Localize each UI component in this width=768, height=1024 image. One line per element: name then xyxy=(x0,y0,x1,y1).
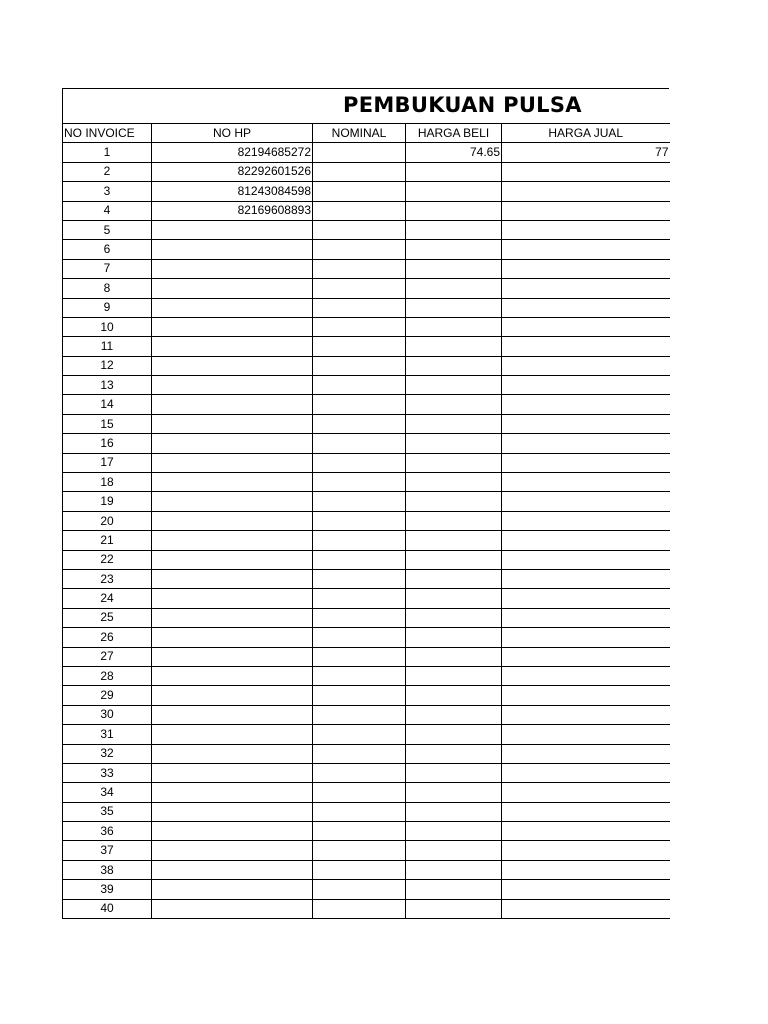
cell-harga-jual[interactable] xyxy=(502,511,670,530)
cell-harga-beli[interactable] xyxy=(406,860,502,879)
cell-no-hp[interactable] xyxy=(152,511,313,530)
cell-harga-beli[interactable] xyxy=(406,822,502,841)
cell-no-invoice[interactable]: 33 xyxy=(63,763,152,782)
cell-harga-jual[interactable] xyxy=(502,744,670,763)
cell-no-hp[interactable] xyxy=(152,240,313,259)
table-row xyxy=(63,162,670,181)
cell-nominal[interactable] xyxy=(313,473,406,492)
cell-harga-jual[interactable] xyxy=(502,337,670,356)
cell-no-hp[interactable] xyxy=(152,376,313,395)
cell-harga-beli[interactable] xyxy=(406,182,502,201)
cell-harga-beli[interactable] xyxy=(406,453,502,472)
cell-no-hp[interactable] xyxy=(152,589,313,608)
cell-no-hp[interactable] xyxy=(152,414,313,433)
table-row xyxy=(63,569,670,588)
cell-no-invoice[interactable]: 10 xyxy=(63,317,152,336)
cell-no-hp[interactable] xyxy=(152,492,313,511)
cell-nominal[interactable] xyxy=(313,802,406,821)
cell-harga-beli[interactable]: 74.65 xyxy=(406,143,502,162)
cell-harga-beli[interactable] xyxy=(406,337,502,356)
cell-harga-beli[interactable] xyxy=(406,608,502,627)
cell-harga-beli[interactable] xyxy=(406,725,502,744)
cell-harga-beli[interactable] xyxy=(406,899,502,918)
table-row xyxy=(63,550,670,569)
cell-harga-beli[interactable] xyxy=(406,569,502,588)
table-row xyxy=(63,531,670,550)
cell-no-invoice[interactable]: 8 xyxy=(63,279,152,298)
cell-harga-beli[interactable] xyxy=(406,201,502,220)
cell-harga-beli[interactable] xyxy=(406,589,502,608)
cell-nominal[interactable] xyxy=(313,666,406,685)
table-row xyxy=(63,453,670,472)
cell-no-invoice[interactable]: 32 xyxy=(63,744,152,763)
cell-no-invoice[interactable]: 21 xyxy=(63,531,152,550)
cell-no-invoice[interactable]: 12 xyxy=(63,356,152,375)
table-row xyxy=(63,492,670,511)
cell-nominal[interactable] xyxy=(313,822,406,841)
cell-no-invoice[interactable]: 9 xyxy=(63,298,152,317)
cell-nominal[interactable] xyxy=(313,705,406,724)
cell-no-invoice[interactable]: 6 xyxy=(63,240,152,259)
cell-harga-beli[interactable] xyxy=(406,686,502,705)
cell-nominal[interactable] xyxy=(313,880,406,899)
table-row xyxy=(63,647,670,666)
cell-no-hp[interactable] xyxy=(152,337,313,356)
cell-no-invoice[interactable]: 37 xyxy=(63,841,152,860)
table-body xyxy=(63,143,670,919)
cell-harga-beli[interactable] xyxy=(406,763,502,782)
table-row xyxy=(63,201,670,220)
cell-no-invoice[interactable]: 20 xyxy=(63,511,152,530)
table-row xyxy=(63,899,670,918)
cell-nominal[interactable] xyxy=(313,434,406,453)
cell-harga-beli[interactable] xyxy=(406,744,502,763)
cell-no-hp[interactable] xyxy=(152,569,313,588)
table-row xyxy=(63,608,670,627)
cell-harga-jual[interactable] xyxy=(502,725,670,744)
table-row xyxy=(63,511,670,530)
cell-no-hp[interactable]: 82292601526 xyxy=(152,162,313,181)
cell-no-invoice[interactable]: 14 xyxy=(63,395,152,414)
cell-harga-jual[interactable] xyxy=(502,317,670,336)
cell-harga-jual[interactable] xyxy=(502,376,670,395)
cell-no-invoice[interactable]: 31 xyxy=(63,725,152,744)
cell-no-invoice[interactable]: 3 xyxy=(63,182,152,201)
cell-no-invoice[interactable]: 39 xyxy=(63,880,152,899)
table-row xyxy=(63,434,670,453)
table-row xyxy=(63,744,670,763)
cell-no-invoice[interactable]: 22 xyxy=(63,550,152,569)
cell-no-invoice[interactable]: 34 xyxy=(63,783,152,802)
table-row xyxy=(63,356,670,375)
cell-harga-jual[interactable] xyxy=(502,899,670,918)
cell-harga-beli[interactable] xyxy=(406,802,502,821)
header-harga-jual: HARGA JUAL xyxy=(502,124,670,143)
cell-no-invoice[interactable]: 19 xyxy=(63,492,152,511)
cell-nominal[interactable] xyxy=(313,550,406,569)
cell-no-invoice[interactable]: 2 xyxy=(63,162,152,181)
table-row xyxy=(63,725,670,744)
cell-nominal[interactable] xyxy=(313,783,406,802)
cell-no-invoice[interactable]: 38 xyxy=(63,860,152,879)
table-row xyxy=(63,279,670,298)
table-row xyxy=(63,763,670,782)
cell-no-invoice[interactable]: 11 xyxy=(63,337,152,356)
cell-nominal[interactable] xyxy=(313,395,406,414)
cell-no-hp[interactable] xyxy=(152,705,313,724)
table-row xyxy=(63,143,670,162)
cell-no-hp[interactable]: 82194685272 xyxy=(152,143,313,162)
cell-harga-jual[interactable] xyxy=(502,569,670,588)
cell-harga-jual[interactable] xyxy=(502,414,670,433)
table-row xyxy=(63,376,670,395)
cell-no-hp[interactable] xyxy=(152,899,313,918)
cell-harga-jual[interactable] xyxy=(502,531,670,550)
cell-harga-jual[interactable] xyxy=(502,220,670,239)
cell-no-invoice[interactable]: 30 xyxy=(63,705,152,724)
cell-harga-beli[interactable] xyxy=(406,298,502,317)
cell-harga-beli[interactable] xyxy=(406,240,502,259)
cell-no-invoice[interactable]: 40 xyxy=(63,899,152,918)
table-row xyxy=(63,783,670,802)
table-row xyxy=(63,240,670,259)
cell-nominal[interactable] xyxy=(313,899,406,918)
header-nominal: NOMINAL xyxy=(313,124,406,143)
cell-nominal[interactable] xyxy=(313,569,406,588)
cell-no-hp[interactable] xyxy=(152,744,313,763)
cell-harga-jual[interactable] xyxy=(502,822,670,841)
cell-no-hp[interactable] xyxy=(152,880,313,899)
table-row xyxy=(63,220,670,239)
cell-no-invoice[interactable]: 29 xyxy=(63,686,152,705)
cell-harga-jual[interactable] xyxy=(502,589,670,608)
cell-no-hp[interactable] xyxy=(152,473,313,492)
cell-harga-jual[interactable] xyxy=(502,647,670,666)
cell-nominal[interactable] xyxy=(313,725,406,744)
cell-no-invoice[interactable]: 13 xyxy=(63,376,152,395)
cell-nominal[interactable] xyxy=(313,182,406,201)
cell-harga-beli[interactable] xyxy=(406,880,502,899)
cell-harga-beli[interactable] xyxy=(406,628,502,647)
cell-no-hp[interactable] xyxy=(152,822,313,841)
table-row xyxy=(63,259,670,278)
cell-harga-jual[interactable] xyxy=(502,783,670,802)
cell-harga-jual[interactable] xyxy=(502,279,670,298)
cell-no-invoice[interactable]: 28 xyxy=(63,666,152,685)
header-no-hp: NO HP xyxy=(152,124,313,143)
cell-harga-beli[interactable] xyxy=(406,783,502,802)
table-row xyxy=(63,298,670,317)
cell-harga-beli[interactable] xyxy=(406,434,502,453)
cell-no-invoice[interactable]: 15 xyxy=(63,414,152,433)
cell-harga-beli[interactable] xyxy=(406,511,502,530)
cell-no-hp[interactable] xyxy=(152,395,313,414)
cell-nominal[interactable] xyxy=(313,589,406,608)
cell-no-invoice[interactable]: 16 xyxy=(63,434,152,453)
cell-no-invoice[interactable]: 7 xyxy=(63,259,152,278)
cell-harga-jual[interactable] xyxy=(502,880,670,899)
cell-no-invoice[interactable]: 36 xyxy=(63,822,152,841)
table-row xyxy=(63,860,670,879)
table-row xyxy=(63,666,670,685)
cell-no-hp[interactable] xyxy=(152,628,313,647)
cell-nominal[interactable] xyxy=(313,162,406,181)
cell-harga-jual[interactable] xyxy=(502,162,670,181)
sheet-title: PEMBUKUAN PULSA xyxy=(343,93,582,117)
cell-no-hp[interactable] xyxy=(152,783,313,802)
cell-no-invoice[interactable]: 26 xyxy=(63,628,152,647)
cell-harga-beli[interactable] xyxy=(406,492,502,511)
cell-nominal[interactable] xyxy=(313,317,406,336)
table-row xyxy=(63,473,670,492)
cell-no-invoice[interactable]: 17 xyxy=(63,453,152,472)
cell-nominal[interactable] xyxy=(313,240,406,259)
cell-no-hp[interactable] xyxy=(152,259,313,278)
cell-nominal[interactable] xyxy=(313,220,406,239)
cell-nominal[interactable] xyxy=(313,298,406,317)
header-no-invoice: NO INVOICE xyxy=(63,124,152,143)
cell-no-invoice[interactable]: 5 xyxy=(63,220,152,239)
cell-harga-jual[interactable] xyxy=(502,492,670,511)
cell-no-hp[interactable] xyxy=(152,860,313,879)
cell-harga-beli[interactable] xyxy=(406,550,502,569)
cell-harga-beli[interactable] xyxy=(406,259,502,278)
cell-nominal[interactable] xyxy=(313,201,406,220)
cell-nominal[interactable] xyxy=(313,414,406,433)
cell-harga-jual[interactable] xyxy=(502,628,670,647)
table-row xyxy=(63,802,670,821)
cell-no-hp[interactable] xyxy=(152,666,313,685)
cell-harga-beli[interactable] xyxy=(406,666,502,685)
cell-harga-beli[interactable] xyxy=(406,531,502,550)
cell-no-invoice[interactable]: 4 xyxy=(63,201,152,220)
cell-nominal[interactable] xyxy=(313,453,406,472)
cell-no-hp[interactable] xyxy=(152,279,313,298)
cell-no-hp[interactable] xyxy=(152,550,313,569)
cell-no-hp[interactable] xyxy=(152,220,313,239)
cell-harga-beli[interactable] xyxy=(406,473,502,492)
cell-no-hp[interactable] xyxy=(152,317,313,336)
cell-no-hp[interactable] xyxy=(152,841,313,860)
cell-harga-beli[interactable] xyxy=(406,414,502,433)
cell-harga-beli[interactable] xyxy=(406,317,502,336)
cell-no-invoice[interactable]: 27 xyxy=(63,647,152,666)
cell-no-hp[interactable] xyxy=(152,298,313,317)
cell-no-hp[interactable] xyxy=(152,763,313,782)
cell-no-invoice[interactable]: 35 xyxy=(63,802,152,821)
cell-harga-jual[interactable] xyxy=(502,686,670,705)
cell-nominal[interactable] xyxy=(313,337,406,356)
cell-harga-jual[interactable]: 77 xyxy=(502,143,670,162)
cell-harga-beli[interactable] xyxy=(406,647,502,666)
cell-no-hp[interactable] xyxy=(152,453,313,472)
cell-nominal[interactable] xyxy=(313,860,406,879)
table-row xyxy=(63,182,670,201)
cell-harga-jual[interactable] xyxy=(502,666,670,685)
title-row xyxy=(62,88,669,123)
cell-no-hp[interactable] xyxy=(152,802,313,821)
table-row xyxy=(63,589,670,608)
cell-no-hp[interactable] xyxy=(152,531,313,550)
cell-nominal[interactable] xyxy=(313,531,406,550)
table-row xyxy=(63,395,670,414)
cell-no-invoice[interactable]: 23 xyxy=(63,569,152,588)
table-row xyxy=(63,705,670,724)
cell-nominal[interactable] xyxy=(313,686,406,705)
table-row xyxy=(63,414,670,433)
table-row xyxy=(63,822,670,841)
table-row xyxy=(63,841,670,860)
cell-harga-beli[interactable] xyxy=(406,395,502,414)
header-row xyxy=(63,124,670,143)
cell-nominal[interactable] xyxy=(313,647,406,666)
cell-no-hp[interactable] xyxy=(152,434,313,453)
cell-harga-jual[interactable] xyxy=(502,240,670,259)
cell-nominal[interactable] xyxy=(313,376,406,395)
cell-harga-beli[interactable] xyxy=(406,220,502,239)
spreadsheet xyxy=(62,88,669,919)
cell-no-hp[interactable] xyxy=(152,356,313,375)
cell-nominal[interactable] xyxy=(313,763,406,782)
cell-no-hp[interactable]: 82169608893 xyxy=(152,201,313,220)
cell-harga-beli[interactable] xyxy=(406,376,502,395)
table-row xyxy=(63,686,670,705)
cell-nominal[interactable] xyxy=(313,608,406,627)
cell-harga-jual[interactable] xyxy=(502,608,670,627)
cell-nominal[interactable] xyxy=(313,841,406,860)
cell-harga-jual[interactable] xyxy=(502,434,670,453)
cell-nominal[interactable] xyxy=(313,279,406,298)
cell-harga-jual[interactable] xyxy=(502,763,670,782)
cell-no-hp[interactable] xyxy=(152,647,313,666)
ledger-table xyxy=(62,123,670,919)
table-row xyxy=(63,628,670,647)
cell-no-invoice[interactable]: 24 xyxy=(63,589,152,608)
cell-harga-jual[interactable] xyxy=(502,473,670,492)
cell-harga-beli[interactable] xyxy=(406,705,502,724)
cell-harga-jual[interactable] xyxy=(502,395,670,414)
cell-no-hp[interactable] xyxy=(152,686,313,705)
cell-harga-beli[interactable] xyxy=(406,162,502,181)
header-harga-beli: HARGA BELI xyxy=(406,124,502,143)
cell-no-invoice[interactable]: 18 xyxy=(63,473,152,492)
cell-no-invoice[interactable]: 1 xyxy=(63,143,152,162)
cell-harga-jual[interactable] xyxy=(502,182,670,201)
cell-harga-jual[interactable] xyxy=(502,802,670,821)
cell-harga-jual[interactable] xyxy=(502,298,670,317)
cell-harga-jual[interactable] xyxy=(502,259,670,278)
cell-harga-jual[interactable] xyxy=(502,705,670,724)
cell-nominal[interactable] xyxy=(313,259,406,278)
cell-nominal[interactable] xyxy=(313,492,406,511)
cell-no-invoice[interactable]: 25 xyxy=(63,608,152,627)
cell-harga-beli[interactable] xyxy=(406,279,502,298)
cell-no-hp[interactable] xyxy=(152,725,313,744)
cell-nominal[interactable] xyxy=(313,356,406,375)
table-row xyxy=(63,880,670,899)
table-row xyxy=(63,337,670,356)
cell-harga-jual[interactable] xyxy=(502,356,670,375)
cell-no-hp[interactable] xyxy=(152,608,313,627)
cell-nominal[interactable] xyxy=(313,628,406,647)
cell-harga-jual[interactable] xyxy=(502,453,670,472)
cell-nominal[interactable] xyxy=(313,143,406,162)
cell-nominal[interactable] xyxy=(313,744,406,763)
cell-no-hp[interactable]: 81243084598 xyxy=(152,182,313,201)
cell-harga-jual[interactable] xyxy=(502,201,670,220)
cell-harga-jual[interactable] xyxy=(502,550,670,569)
cell-harga-jual[interactable] xyxy=(502,841,670,860)
cell-harga-jual[interactable] xyxy=(502,860,670,879)
table-row xyxy=(63,317,670,336)
cell-nominal[interactable] xyxy=(313,511,406,530)
cell-harga-beli[interactable] xyxy=(406,841,502,860)
cell-harga-beli[interactable] xyxy=(406,356,502,375)
